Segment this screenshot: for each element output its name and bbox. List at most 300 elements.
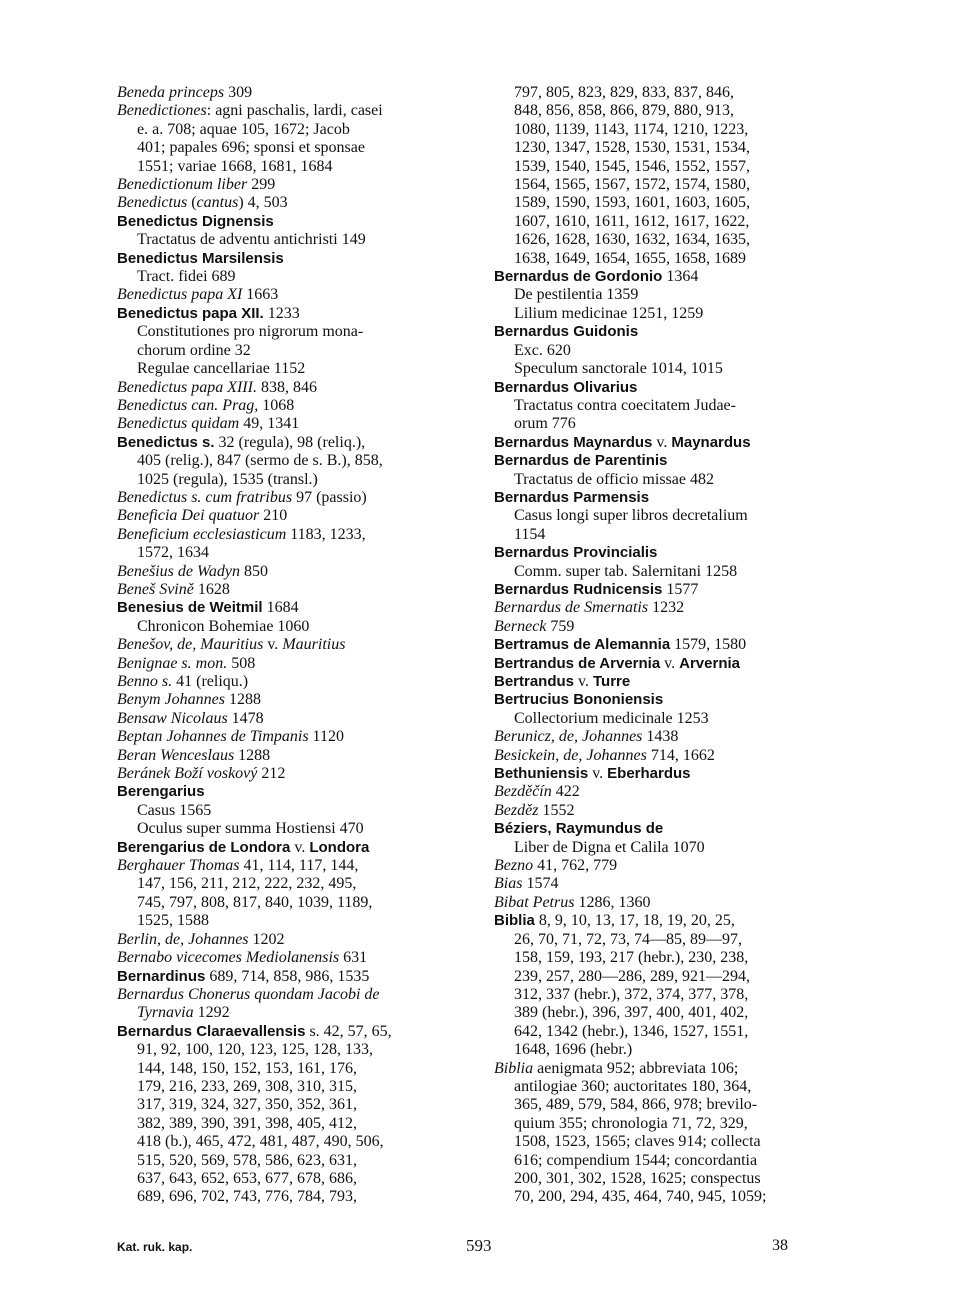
bold-headword: Benedictus s. <box>117 433 215 451</box>
entry-text: 144, 148, 150, 152, 153, 161, 176, <box>137 1059 357 1077</box>
bold-headword: Biblia <box>494 912 535 930</box>
entry-text: 1120 <box>308 728 344 746</box>
entry-continuation-line <box>494 231 852 249</box>
italic-headword: Berlin, de, Johannes <box>117 930 249 948</box>
entry-continuation-line <box>494 839 852 857</box>
bold-headword: Béziers, Raymundus de <box>494 820 664 838</box>
italic-headword: Beneš Svině <box>117 580 194 598</box>
entry-text: 1525, 1588 <box>137 912 209 930</box>
entry-continuation-line <box>117 1060 469 1078</box>
entry-text: 365, 489, 579, 584, 866, 978; brevilo- <box>514 1096 758 1114</box>
index-entry <box>117 765 469 783</box>
entry-text: Casus 1565 <box>137 801 212 819</box>
italic-headword: Biblia <box>494 1059 534 1077</box>
entry-headword-line <box>117 636 469 654</box>
entry-headword-line <box>117 949 469 967</box>
entry-continuation-line <box>117 820 469 838</box>
index-entry <box>494 783 852 801</box>
entry-continuation-line <box>494 139 852 157</box>
index-entry <box>117 489 469 507</box>
entry-text: v. <box>290 838 310 856</box>
entry-headword-line <box>494 820 852 838</box>
index-entry <box>117 949 469 967</box>
entry-continuation-line <box>117 802 469 820</box>
entry-text: 418 (b.), 465, 472, 481, 487, 490, 506, <box>137 1133 384 1151</box>
entry-text: 91, 92, 100, 120, 123, 125, 128, 133, <box>137 1041 373 1059</box>
entry-headword-line <box>494 1060 852 1078</box>
bold-headword: Bernardus Olivarius <box>494 378 638 396</box>
entry-headword-line <box>494 894 852 912</box>
bold-headword: Londora <box>309 838 370 856</box>
entry-text: 389 (hebr.), 396, 397, 400, 401, 402, <box>514 1004 749 1022</box>
entry-text: 1552 <box>538 801 575 819</box>
entry-text: 1607, 1610, 1611, 1612, 1617, 1622, <box>514 212 750 230</box>
entry-continuation-line <box>494 1096 852 1114</box>
entry-continuation-line <box>494 158 852 176</box>
entry-headword-line <box>117 581 469 599</box>
entry-continuation-line <box>494 1041 852 1059</box>
entry-headword-line <box>494 673 852 691</box>
entry-continuation-line <box>117 471 469 489</box>
entry-text: Constitutiones pro nigrorum mona- <box>137 323 364 341</box>
index-entry <box>117 783 469 838</box>
bold-headword: Benedictus Marsilensis <box>117 249 284 267</box>
entry-headword-line <box>117 102 469 120</box>
entry-text: 1572, 1634 <box>137 544 209 562</box>
entry-text: Tractatus de officio missae 482 <box>514 470 714 488</box>
index-entry <box>117 968 469 986</box>
entry-text: v. <box>652 433 672 451</box>
italic-headword: Bezděčín <box>494 783 552 801</box>
entry-text: chorum ordine 32 <box>137 341 251 359</box>
entry-headword-line <box>117 673 469 691</box>
italic-headword: Tyrnavia <box>137 1004 194 1022</box>
bold-headword: Bertrandus <box>494 673 575 690</box>
entry-text: aenigmata 952; abbreviata 106; <box>533 1059 739 1077</box>
italic-headword: Bernabo vicecomes Mediolanensis <box>117 949 340 967</box>
italic-headword: Benym Johannes <box>117 691 225 709</box>
entry-headword-line <box>117 783 469 801</box>
entry-text: ) 4, 503 <box>238 194 288 212</box>
index-entry <box>494 802 852 820</box>
index-entry <box>117 710 469 728</box>
entry-continuation-line <box>494 1115 852 1133</box>
italic-headword: Beneficia Dei quatuor <box>117 507 260 525</box>
entry-continuation-line <box>494 286 852 304</box>
italic-headword: cantus <box>196 194 239 212</box>
entry-text: 422 <box>551 783 580 801</box>
italic-headword: Beránek Boží voskový <box>117 765 258 783</box>
index-entry <box>117 526 469 563</box>
entry-text: 41, 762, 779 <box>533 857 618 875</box>
entry-headword-line <box>117 986 469 1004</box>
entry-headword-line <box>494 268 852 286</box>
entry-headword-line <box>494 599 852 617</box>
entry-text: 317, 319, 324, 327, 350, 352, 361, <box>137 1096 357 1114</box>
entry-text: 759 <box>546 617 575 635</box>
italic-headword: Beran Wenceslaus <box>117 746 235 764</box>
entry-headword-line <box>117 250 469 268</box>
entry-continuation-line <box>494 194 852 212</box>
index-entry <box>494 636 852 654</box>
entry-headword-line <box>494 489 852 507</box>
italic-headword: Benedictus papa XIII. <box>117 378 257 396</box>
entry-text: 1025 (regula), 1535 (transl.) <box>137 470 318 488</box>
entry-continuation-line <box>117 912 469 930</box>
index-entry <box>117 507 469 525</box>
bold-headword: Bernardus de Parentinis <box>494 452 668 470</box>
entry-continuation-line <box>494 1188 852 1206</box>
entry-headword-line <box>117 194 469 212</box>
entry-headword-line <box>117 397 469 415</box>
bold-headword: Bernardinus <box>117 967 206 985</box>
entry-text: Exc. 620 <box>514 341 571 359</box>
entry-text: 1577 <box>662 580 699 598</box>
italic-headword: Bibat Petrus <box>494 893 575 911</box>
entry-text: Collectorium medicinale 1253 <box>514 709 709 727</box>
entry-continuation-line <box>494 1023 852 1041</box>
entry-continuation-line <box>494 342 852 360</box>
entry-text: 745, 797, 808, 817, 840, 1039, 1189, <box>137 893 373 911</box>
index-entry <box>117 84 469 102</box>
entry-continuation-line <box>494 305 852 323</box>
entry-text: 200, 301, 302, 1528, 1625; conspectus <box>514 1169 761 1187</box>
entry-continuation-line <box>117 342 469 360</box>
entry-headword-line <box>117 415 469 433</box>
entry-headword-line <box>494 434 852 452</box>
index-entry <box>117 636 469 654</box>
entry-headword-line <box>117 176 469 194</box>
entry-continuation-line <box>117 1096 469 1114</box>
entry-text: Casus longi super libros decretalium <box>514 507 748 525</box>
entry-continuation-line <box>117 894 469 912</box>
entry-text: 26, 70, 71, 72, 73, 74—85, 89—97, <box>514 930 742 948</box>
entry-continuation-line <box>494 1078 852 1096</box>
entry-text: Oculus super summa Hostiensi 470 <box>137 820 364 838</box>
entry-text: 312, 337 (hebr.), 372, 374, 377, 378, <box>514 985 749 1003</box>
entry-text: 1288 <box>224 691 261 709</box>
italic-headword: Bensaw Nicolaus <box>117 709 228 727</box>
entry-headword-line <box>117 599 469 617</box>
entry-continuation-line <box>494 949 852 967</box>
index-entry <box>494 765 852 783</box>
entry-text: v. <box>263 636 283 654</box>
entry-continuation-line <box>117 1004 469 1022</box>
bold-headword: Benedictus papa XII. <box>117 304 264 322</box>
entry-headword-line <box>117 710 469 728</box>
entry-continuation-line <box>117 139 469 157</box>
entry-headword-line <box>117 526 469 544</box>
index-entry <box>494 84 852 268</box>
bold-headword: Bertramus de Alemannia <box>494 636 671 654</box>
right-column <box>494 84 852 1207</box>
entry-headword-line <box>117 286 469 304</box>
index-entry <box>117 397 469 415</box>
entry-text: Comm. super tab. Salernitani 1258 <box>514 562 738 580</box>
entry-headword-line <box>117 691 469 709</box>
italic-headword: Benedictus quidam <box>117 415 240 433</box>
entry-text: 97 (passio) <box>292 488 367 506</box>
entry-continuation-line <box>494 213 852 231</box>
entry-text: 405 (relig.), 847 (sermo de s. B.), 858, <box>137 452 383 470</box>
entry-headword-line <box>494 857 852 875</box>
entry-text: Liber de Digna et Calila 1070 <box>514 838 705 856</box>
entry-headword-line <box>117 563 469 581</box>
entry-continuation-line <box>494 84 852 102</box>
entry-continuation-line <box>494 360 852 378</box>
entry-text: 1183, 1233, <box>286 525 366 543</box>
entry-text: v. <box>574 673 593 690</box>
italic-headword: Benno s. <box>117 673 173 690</box>
entry-continuation-line <box>494 176 852 194</box>
entry-text: 158, 159, 193, 217 (hebr.), 230, 238, <box>514 949 749 967</box>
entry-text: 1438 <box>642 728 679 746</box>
entry-text: : agni paschalis, lardi, casei <box>206 102 383 120</box>
entry-continuation-line <box>117 360 469 378</box>
index-entry <box>117 194 469 212</box>
bold-headword: Bernardus Claraevallensis <box>117 1022 306 1040</box>
entry-text: Tractatus contra coecitatem Judae- <box>514 396 736 414</box>
entry-headword-line <box>494 802 852 820</box>
italic-headword: Beptan Johannes de Timpanis <box>117 728 309 746</box>
entry-text: 1068 <box>258 396 295 414</box>
italic-headword: Benignae s. mon. <box>117 654 228 672</box>
entry-continuation-line <box>494 250 852 268</box>
index-entry <box>117 415 469 433</box>
bold-headword: Bernardus Provincialis <box>494 544 658 562</box>
entry-continuation-line <box>494 1004 852 1022</box>
index-entry <box>494 673 852 691</box>
entry-text: 1202 <box>248 930 285 948</box>
entry-headword-line <box>117 84 469 102</box>
index-entry <box>117 213 469 250</box>
italic-headword: Bias <box>494 875 523 893</box>
index-entry <box>117 305 469 379</box>
entry-headword-line <box>494 581 852 599</box>
italic-headword: Beneficium ecclesiasticum <box>117 525 287 543</box>
entry-headword-line <box>117 489 469 507</box>
entry-text: 714, 1662 <box>646 746 715 764</box>
index-entry <box>117 176 469 194</box>
entry-text: 1292 <box>193 1004 230 1022</box>
entry-text: 1364 <box>662 268 699 286</box>
entry-headword-line <box>494 765 852 783</box>
bold-headword: Bertrandus de Arvernia <box>494 654 661 672</box>
italic-headword: Benedictus can. Prag, <box>117 396 259 414</box>
entry-continuation-line <box>494 1152 852 1170</box>
entry-continuation-line <box>117 452 469 470</box>
entry-text: 1233 <box>263 304 300 322</box>
entry-text: 212 <box>257 765 286 783</box>
index-entry <box>494 875 852 893</box>
bold-headword: Bernardus de Gordonio <box>494 268 663 286</box>
entry-text: 1154 <box>514 525 546 543</box>
entry-text: orum 776 <box>514 415 576 433</box>
index-entry <box>494 728 852 746</box>
entry-text: 1539, 1540, 1545, 1546, 1552, 1557, <box>514 157 750 175</box>
entry-text: e. a. 708; aquae 105, 1672; Jacob <box>137 120 350 138</box>
index-entry <box>494 1060 852 1207</box>
entry-continuation-line <box>494 986 852 1004</box>
italic-headword: Mauritius <box>282 636 346 654</box>
index-entry <box>494 323 852 378</box>
entry-continuation-line <box>494 507 852 525</box>
page-footer <box>0 1236 960 1260</box>
index-entry <box>117 563 469 581</box>
italic-headword: Berunicz, de, Johannes <box>494 728 643 746</box>
entry-text: 1508, 1523, 1565; claves 914; collecta <box>514 1133 761 1151</box>
bold-headword: Bernardus Rudnicensis <box>494 580 663 598</box>
index-entry <box>117 434 469 489</box>
entry-text: 1478 <box>227 709 264 727</box>
entry-headword-line <box>117 839 469 857</box>
footer-signature: Kat. ruk. kap. <box>117 1240 193 1254</box>
index-entry <box>117 581 469 599</box>
entry-headword-line <box>494 379 852 397</box>
entry-headword-line <box>117 857 469 875</box>
entry-text: 838, 846 <box>256 378 317 396</box>
entry-text: 1574 <box>522 875 559 893</box>
entry-continuation-line <box>494 1170 852 1188</box>
entry-text: 689, 696, 702, 743, 776, 784, 793, <box>137 1188 357 1206</box>
italic-headword: Benedictus s. cum fratribus <box>117 488 293 506</box>
entry-text: Regulae cancellariae 1152 <box>137 360 306 378</box>
entry-continuation-line <box>117 1041 469 1059</box>
bold-headword: Bethuniensis <box>494 765 589 783</box>
entry-text: 1589, 1590, 1593, 1601, 1603, 1605, <box>514 194 750 212</box>
index-entry <box>494 618 852 636</box>
index-entry <box>117 1023 469 1207</box>
entry-text: 1288 <box>234 746 271 764</box>
entry-text: 41, 114, 117, 144, <box>239 857 359 875</box>
bold-headword: Benedictus Dignensis <box>117 212 274 230</box>
index-entry <box>494 691 852 728</box>
bold-headword: Bertrucius Bononiensis <box>494 691 664 709</box>
index-entry <box>494 820 852 857</box>
index-entry <box>494 434 852 452</box>
sheet-number: 38 <box>772 1237 788 1254</box>
entry-headword-line <box>494 747 852 765</box>
entry-text: quium 355; chronologia 71, 72, 329, <box>514 1114 748 1132</box>
entry-continuation-line <box>494 121 852 139</box>
entry-text: 299 <box>247 176 276 194</box>
entry-headword-line <box>494 875 852 893</box>
entry-headword-line <box>494 636 852 654</box>
entry-headword-line <box>117 765 469 783</box>
entry-continuation-line <box>117 158 469 176</box>
index-entry <box>494 894 852 912</box>
italic-headword: Benedictiones <box>117 102 207 120</box>
entry-text: ( <box>187 194 197 212</box>
bold-headword: Bernardus Maynardus <box>494 433 653 451</box>
entry-text: 70, 200, 294, 435, 464, 740, 945, 1059; <box>514 1188 767 1206</box>
index-entry <box>494 452 852 489</box>
entry-continuation-line <box>117 618 469 636</box>
italic-headword: Beneda princeps <box>117 84 225 101</box>
bold-headword: Eberhardus <box>607 765 691 783</box>
entry-text: v. <box>588 765 608 783</box>
entry-headword-line <box>494 728 852 746</box>
entry-text: s. 42, 57, 65, <box>305 1022 392 1040</box>
entry-text: antilogiae 360; auctoritates 180, 364, <box>514 1077 752 1095</box>
entry-text: 642, 1342 (hebr.), 1346, 1527, 1551, <box>514 1022 749 1040</box>
index-entry <box>117 673 469 691</box>
entry-text: 1286, 1360 <box>574 893 651 911</box>
italic-headword: Benedictionum liber <box>117 176 248 194</box>
entry-continuation-line <box>117 1078 469 1096</box>
index-entry <box>494 544 852 581</box>
entry-text: Chronicon Bohemiae 1060 <box>137 617 310 635</box>
entry-text: 515, 520, 569, 578, 586, 623, 631, <box>137 1151 357 1169</box>
index-entry <box>494 489 852 544</box>
entry-headword-line <box>117 507 469 525</box>
bold-headword: Berengarius <box>117 783 205 801</box>
entry-continuation-line <box>494 102 852 120</box>
italic-headword: Berneck <box>494 617 547 635</box>
entry-text: 508 <box>227 654 256 672</box>
index-entry <box>117 691 469 709</box>
italic-headword: Bezděz <box>494 801 539 819</box>
entry-headword-line <box>494 618 852 636</box>
entry-continuation-line <box>494 1133 852 1151</box>
entry-continuation-line <box>494 931 852 949</box>
index-entry <box>494 655 852 673</box>
entry-continuation-line <box>117 875 469 893</box>
entry-headword-line <box>494 452 852 470</box>
entry-text: 631 <box>339 949 368 967</box>
bold-headword: Benesius de Weitmil <box>117 599 263 617</box>
entry-headword-line <box>117 728 469 746</box>
entry-text: 210 <box>259 507 288 525</box>
bold-headword: Turre <box>593 673 631 690</box>
entry-text: 1230, 1347, 1528, 1530, 1531, 1534, <box>514 139 750 157</box>
entry-text: Tract. fidei 689 <box>137 268 236 286</box>
italic-headword: Bernardus Chonerus quondam Jacobi de <box>117 985 380 1003</box>
entry-text: 1648, 1696 (hebr.) <box>514 1041 633 1059</box>
entry-text: 1564, 1565, 1567, 1572, 1574, 1580, <box>514 176 750 194</box>
index-entry <box>494 857 852 875</box>
entry-continuation-line <box>494 526 852 544</box>
entry-text: 1232 <box>648 599 685 617</box>
entry-text: 1080, 1139, 1143, 1174, 1210, 1223, <box>514 120 749 138</box>
entry-continuation-line <box>494 563 852 581</box>
index-entry <box>494 379 852 434</box>
entry-headword-line <box>117 434 469 452</box>
index-entry <box>117 728 469 746</box>
index-entry <box>494 268 852 323</box>
entry-text: 41 (reliqu.) <box>172 673 249 690</box>
italic-headword: Bernardus de Smernatis <box>494 599 649 617</box>
entry-headword-line <box>117 379 469 397</box>
entry-headword-line <box>117 747 469 765</box>
entry-text: v. <box>660 654 680 672</box>
entry-headword-line <box>117 305 469 323</box>
entry-headword-line <box>117 655 469 673</box>
entry-headword-line <box>117 1023 469 1041</box>
entry-headword-line <box>494 912 852 930</box>
entry-continuation-line <box>494 471 852 489</box>
entry-continuation-line <box>117 1133 469 1151</box>
entry-text: 850 <box>239 562 268 580</box>
bold-headword: Maynardus <box>671 433 751 451</box>
index-entry <box>117 931 469 949</box>
index-entry <box>117 655 469 673</box>
entry-text: 309 <box>224 84 253 101</box>
entry-continuation-line <box>117 231 469 249</box>
entry-continuation-line <box>117 544 469 562</box>
index-entry <box>117 286 469 304</box>
italic-headword: Bezno <box>494 857 534 875</box>
